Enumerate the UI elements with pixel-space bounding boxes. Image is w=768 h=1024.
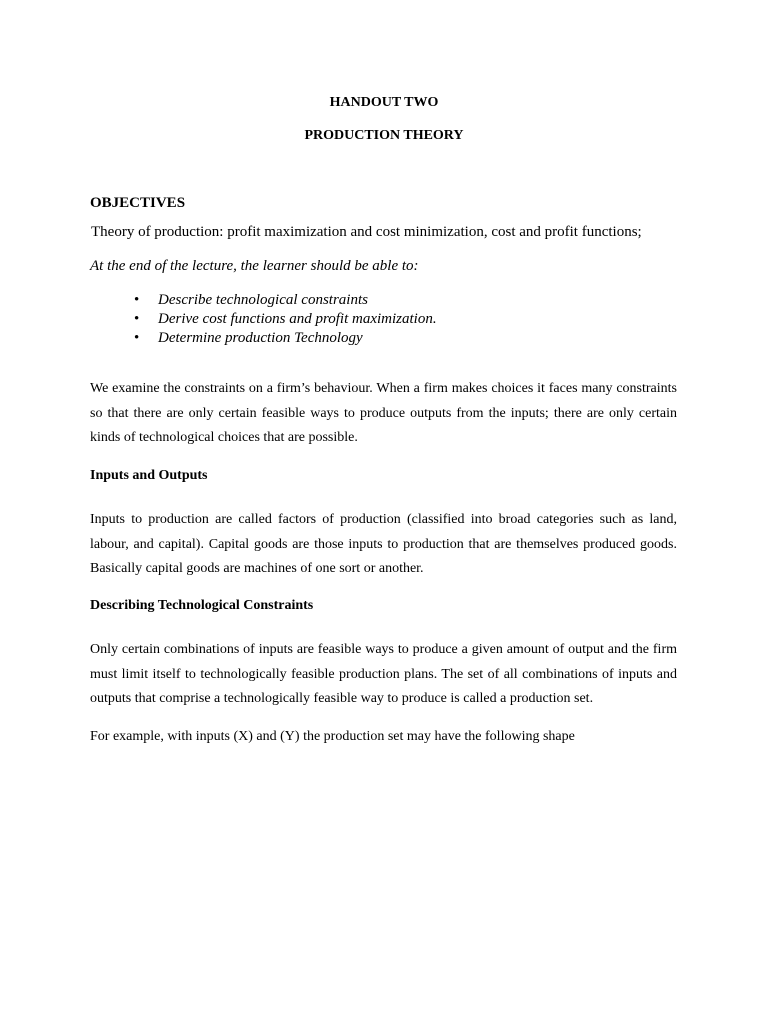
bullet-icon: • xyxy=(134,311,140,327)
constraints-heading: Describing Technological Constraints xyxy=(90,598,314,613)
objectives-heading: OBJECTIVES xyxy=(90,195,186,211)
objective-text: Determine production Technology xyxy=(158,330,363,346)
objective-item xyxy=(134,310,437,329)
document-subtitle: PRODUCTION THEORY xyxy=(304,128,464,143)
objective-text: Derive cost functions and profit maximization. xyxy=(158,311,437,327)
objective-item xyxy=(134,329,437,348)
example-line: For example, with inputs (X) and (Y) the production set may have the following shape xyxy=(90,729,575,744)
bullet-icon: • xyxy=(134,292,140,308)
inputs-outputs-heading: Inputs and Outputs xyxy=(90,468,208,483)
inputs-paragraph: Inputs to production are called factors of production (classified into broad categories such as land, labour, and capital). Capital goods are those inputs to production that are themselves produced goods. Basically capital goods are machines of one sort or another. xyxy=(90,512,677,576)
objective-item xyxy=(134,291,437,310)
learner-line: At the end of the lecture, the learner should be able to: xyxy=(90,258,419,274)
document-title: HANDOUT TWO xyxy=(329,95,439,110)
bullet-icon: • xyxy=(134,330,140,346)
theory-line: Theory of production: profit maximization and cost minimization, cost and profit functions; xyxy=(91,224,642,240)
objective-text: Describe technological constraints xyxy=(158,292,368,308)
objectives-list xyxy=(134,291,437,348)
constraints-paragraph: Only certain combinations of inputs are feasible ways to produce a given amount of output and the firm must limit itself to technologically feasible production plans. The set of all combinations of inputs and outputs that comprise a technologically feasible way to produce is called a production set. xyxy=(90,642,677,706)
intro-paragraph: We examine the constraints on a firm’s behaviour. When a firm makes choices it faces many constraints so that there are only certain feasible ways to produce outputs from the inputs; there are only certain kinds of technological choices that are possible. xyxy=(90,381,677,445)
